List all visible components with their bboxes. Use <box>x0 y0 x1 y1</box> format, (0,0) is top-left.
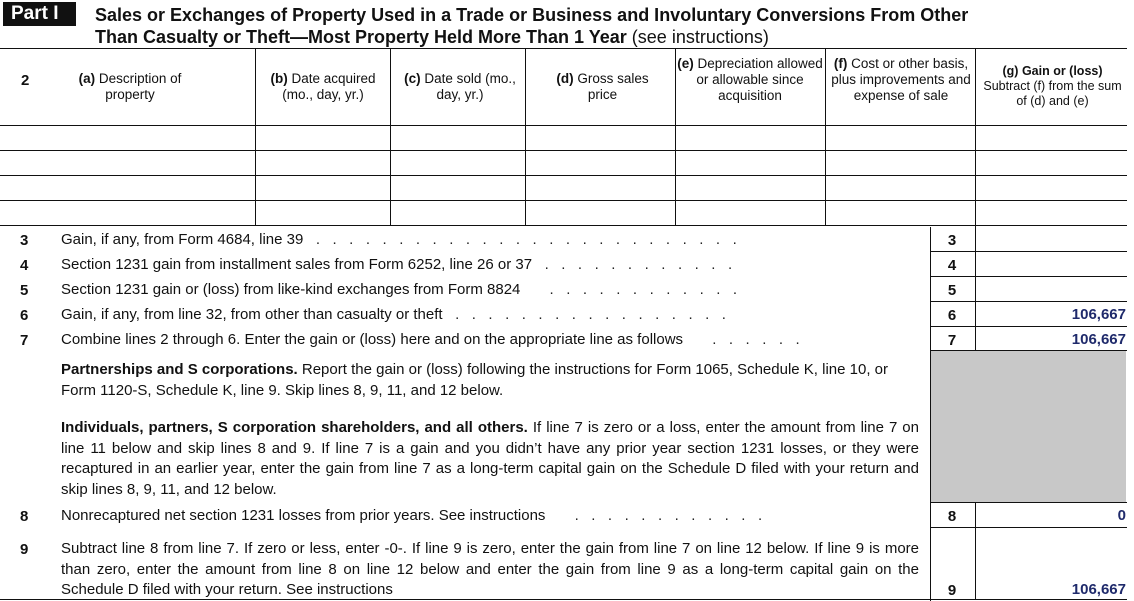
col-c-header: (c) Date sold (mo., day, yr.) <box>404 71 516 102</box>
line-8-amount[interactable]: 0 <box>1117 507 1126 524</box>
line2-row1-description[interactable] <box>0 126 255 150</box>
line-9-amount[interactable]: 106,667 <box>1071 581 1126 598</box>
part-title-line2: Than Casualty or Theft—Most Property Held More Than 1 Year <box>95 27 627 47</box>
col-g-header: (g) Gain or (loss) Subtract (f) from the sum of (d) and (e) <box>983 64 1122 108</box>
grid-line <box>390 49 391 225</box>
line-7-box: 7 <box>947 332 957 349</box>
line-3-number: 3 <box>20 232 29 249</box>
line-8-text: Nonrecaptured net section 1231 losses from prior years. See instructions . . . . . . . . . . . . <box>61 507 763 524</box>
grid-line <box>930 301 1127 302</box>
line-7-number: 7 <box>20 332 29 349</box>
grid-line <box>930 276 1127 277</box>
line-8-box: 8 <box>947 508 957 525</box>
line2-row2-description[interactable] <box>0 151 255 175</box>
part-label: Part I <box>3 2 76 26</box>
header-rule <box>0 48 1127 49</box>
line-7-amount[interactable]: 106,667 <box>1071 331 1126 348</box>
individuals-paragraph: Individuals, partners, S corporation shareholders, and all others. If line 7 is zero or a loss, enter the amount from line 7 on line 11 below and skip lines 8 and 9. If line 7 is a gain and you didn’t have any prior year section 1231 losses, or they were recaptured in an earlier year, enter the gain from line 7 as a long-term capital gain on the Schedule D filed with your return and skip lines 8, 9, 11, and 12 below. <box>61 419 919 498</box>
part-title-line1: Sales or Exchanges of Property Used in a Trade or Business and Involuntary Conversions From Other <box>95 5 969 25</box>
line-5-number: 5 <box>20 282 29 299</box>
line2-row3-description[interactable] <box>0 176 255 200</box>
col-f-header: (f) Cost or other basis, plus improvements and expense of sale <box>831 56 971 103</box>
grid-line <box>825 49 826 225</box>
see-instructions: (see instructions) <box>631 27 769 47</box>
col-d-header: (d) Gross sales price <box>556 71 649 102</box>
part-title <box>95 4 1125 48</box>
line-3-box: 3 <box>947 232 957 249</box>
line-6-number: 6 <box>20 307 29 324</box>
line-4-box: 4 <box>947 257 957 274</box>
line-6-text: Gain, if any, from line 32, from other than casualty or theft . . . . . . . . . . . . . . . . . <box>61 306 726 323</box>
line-9-number: 9 <box>20 541 29 558</box>
grid-line <box>930 502 1127 503</box>
line-6-box: 6 <box>947 307 957 324</box>
line-8-number: 8 <box>20 508 29 525</box>
shaded-area <box>931 351 1126 502</box>
line-5-box: 5 <box>947 282 957 299</box>
line-4-text: Section 1231 gain from installment sales from Form 6252, line 26 or 37 . . . . . . . . . . . . <box>61 256 733 273</box>
line-4-number: 4 <box>20 257 29 274</box>
line-3-text: Gain, if any, from Form 4684, line 39 . . . . . . . . . . . . . . . . . . . . . . . . . . <box>61 231 737 248</box>
grid-line <box>930 251 1127 252</box>
line-5-text: Section 1231 gain or (loss) from like-kind exchanges from Form 8824 . . . . . . . . . . . . <box>61 281 738 298</box>
col-a-header: (a) Description of property <box>78 71 182 102</box>
bottom-rule <box>0 599 1127 600</box>
partnerships-paragraph: Partnerships and S corporations. Report the gain or (loss) following the instructions for Form 1065, Schedule K, line 10, or Form 1120-S, Schedule K, line 9. Skip lines 8, 9, 11, and 12 below. <box>61 361 889 399</box>
line2-row4-description[interactable] <box>0 201 255 225</box>
line-7-text: Combine lines 2 through 6. Enter the gain or (loss) here and on the appropriate line as follows . . . . . . <box>61 331 800 348</box>
col-e-header: (e) Depreciation allowed or allowable since acquisition <box>677 56 823 103</box>
grid-line <box>525 49 526 225</box>
grid-line <box>930 527 1127 528</box>
col-b-header: (b) Date acquired (mo., day, yr.) <box>270 71 376 102</box>
grid-line <box>0 225 1127 226</box>
grid-line <box>675 49 676 225</box>
grid-line <box>975 49 976 600</box>
line-6-amount[interactable]: 106,667 <box>1071 306 1126 323</box>
grid-line <box>930 326 1127 327</box>
line-2-number: 2 <box>21 72 30 89</box>
grid-line <box>255 49 256 225</box>
line-9-box: 9 <box>947 582 957 599</box>
line-9-text: Subtract line 8 from line 7. If zero or less, enter -0-. If line 9 is zero, enter the gain from line 7 on line 12 below. If line 9 is more than zero, enter the amount from line 8 on line 12 below and enter the gain from line 9 as a long-term capital gain on the Schedule D filed with your return. See instructions <box>61 540 919 598</box>
